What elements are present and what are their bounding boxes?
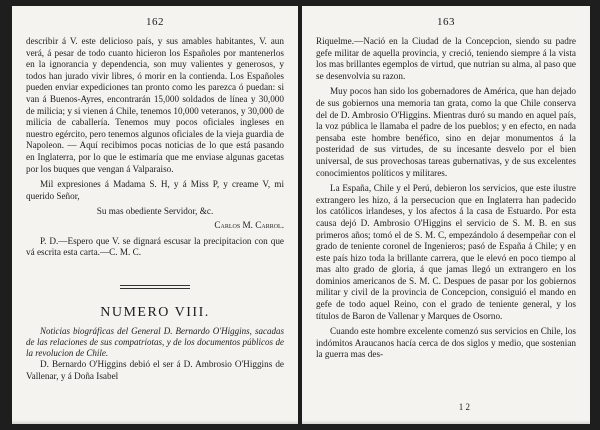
- section-title: NUMERO VIII.: [100, 304, 210, 320]
- page-number: 162: [146, 16, 164, 28]
- body-paragraph: Muy pocos han sido los gobernadores de América, que han dejado de sus gobiernos una memoria tan grata, como la que Chile conserva del de D. Ambrosio O'Higgins. Mientras duró su mando en aquel país, la voz pública le llamaba el padre de los pueblos; y en efecto, en nada pensaba este hombre benéfico, sino en dejar monumentos á la posteridad de sus virtudes, de su incesante desvelo por el bien universal, de sus provechosas tareas gubernativas, y de sus excelentes conocimientos políticos y militares.: [316, 86, 576, 178]
- page-shadow: [302, 420, 590, 424]
- left-page: [12, 6, 298, 424]
- body-paragraph: Riquelme.—Nació en la Ciudad de la Concepcion, siendo su padre gefe militar de aquella provincia, y creció, teniendo siempre á la vista los mas brillantes egemplos de virtud, que nutrian su alma, al paso que se desenvolvia su razon.: [316, 36, 576, 81]
- section-subtitle: Noticias biográficas del General D. Bernardo O'Higgins, sacadas de las relaciones de sus compatriotas, y de los documentos públicos de la revolucion de Chile.: [26, 326, 284, 359]
- body-paragraph: D. Bernardo O'Higgins debió el ser á D. Ambrosio O'Higgins de Vallenar, y á Doña Isabel: [26, 359, 284, 381]
- section-divider: [120, 285, 190, 289]
- body-paragraph: Mil expresiones á Madama S. H, y á Miss P, y creame V, mi querido Señor,: [26, 179, 284, 201]
- page-number: 163: [437, 16, 455, 28]
- body-paragraph: describir á V. este delicioso país, y sus amables habitantes, V. aun verá, á pesar de todo cuanto hicieron los Españoles por mantenerlos en la ignorancia y dependencia, son muy valientes y generosos, y todos han jurado vivir libres, ó morir en la contienda. Los Españoles pueden enviar expediciones tan pronto como les parezca ó puedan: si van á Buenos-Ayres, encontrarán 15,000 soldados de línea y 30,000 de milicia; y si vienen á Chile, tenemos 10,000 veteranos, y 30,000 de milicia de caballería. Tenemos muy pocos oficiales ingleses en nuestro egército, pero tenemos algunos oficiales de la vieja guardia de Napoleon. — Aquí recibimos pocas noticias de lo que está pasando en Inglaterra, por lo que le estimaría que me enviase algunas gacetas por los buques que vengan á Valparaiso.: [26, 36, 284, 174]
- letter-signature: Carlos M. Carrol.: [214, 219, 284, 230]
- letter-closing: Su mas obediente Servidor, &c.: [96, 206, 214, 217]
- body-paragraph: Cuando este hombre excelente comenzó sus servicios en Chile, los indómitos Araucanos hacía cerca de dos siglos y medio, que sostenian la guerra mas des-: [316, 326, 576, 360]
- page-shadow: [12, 420, 298, 424]
- left-text-column: [26, 36, 284, 382]
- right-text-column: [316, 36, 576, 361]
- postscript: P. D.—Espero que V. se dignará escusar la precipitacion con que vá escrita esta carta.—C. M. C.: [26, 235, 284, 258]
- body-paragraph: La España, Chile y el Perú, debieron los servicios, que este ilustre extrangero les hizo, á la persecucion que en Inglaterra han padecido los católicos irlandeses, y los afectos á la casa de Estuardo. Por esta causa dejó D. Ambrosio O'Higgins el servicio de S. M. B. en sus primeros años; tomó el de S. M. C, empezándolo á desempeñar con el grado de teniente coronel de Ingenieros; pasó de España á Chile; y en este país hizo toda la brillante carrera, que le elevó en poco tiempo al mas alto grado de gloria, á que jamas llegó un extrangero en los dominios americanos de S. M. C. Despues de pasar por los gobiernos militar y civil de la provincia de Concepcion, consiguió el mando en gefe de todo aquel Reino, con el grado de teniente general, y los títulos de Baron de Vallenar y Marques de Osorno.: [316, 183, 576, 321]
- signature-mark: 1 2: [458, 402, 470, 412]
- right-page: [302, 6, 590, 424]
